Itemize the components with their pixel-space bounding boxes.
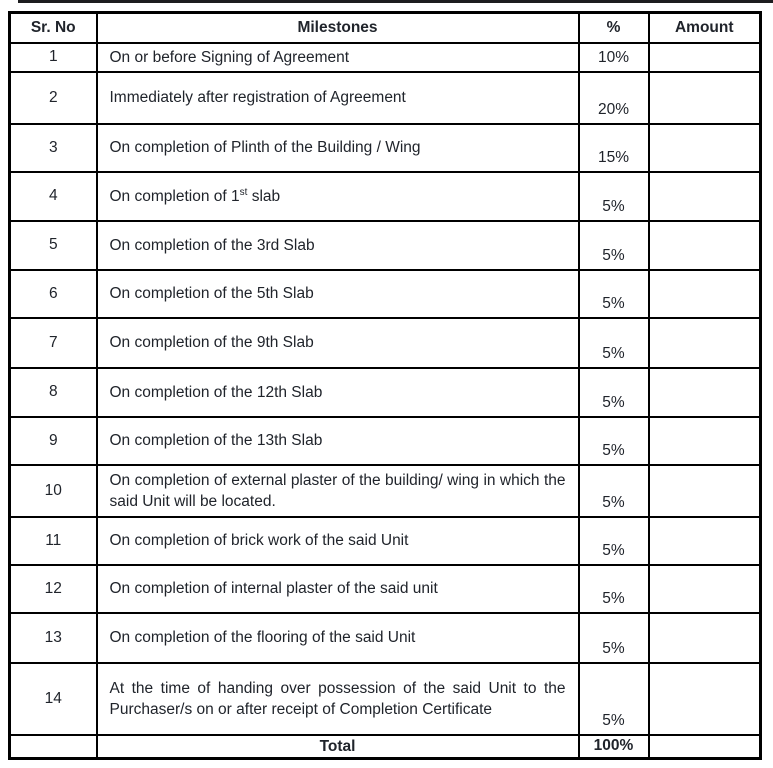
header-milestones: Milestones xyxy=(97,13,579,43)
total-row xyxy=(10,735,761,759)
table-row xyxy=(10,368,761,417)
sr-no-cell: 13 xyxy=(10,613,97,663)
table-row xyxy=(10,72,761,124)
sr-no-cell: 12 xyxy=(10,565,97,613)
sr-no-cell: 7 xyxy=(10,318,97,368)
table-row xyxy=(10,465,761,517)
table-row xyxy=(10,270,761,318)
total-label-cell: Total xyxy=(97,735,579,759)
table-footer xyxy=(10,735,761,759)
amount-cell xyxy=(649,124,761,172)
table-row xyxy=(10,124,761,172)
milestone-cell: On completion of Plinth of the Building / Wing xyxy=(97,124,579,172)
table-row xyxy=(10,517,761,565)
total-amount-cell xyxy=(649,735,761,759)
milestone-cell: On completion of the flooring of the said Unit xyxy=(97,613,579,663)
header-sr-no: Sr. No xyxy=(10,13,97,43)
table-row xyxy=(10,172,761,221)
table-row xyxy=(10,613,761,663)
percent-cell: 15% xyxy=(579,124,649,172)
amount-cell xyxy=(649,465,761,517)
table-row xyxy=(10,318,761,368)
sr-no-cell: 6 xyxy=(10,270,97,318)
percent-cell: 5% xyxy=(579,417,649,465)
total-sr-empty-cell xyxy=(10,735,97,759)
percent-cell: 5% xyxy=(579,517,649,565)
sr-no-cell: 14 xyxy=(10,663,97,735)
milestone-cell: On completion of internal plaster of the said unit xyxy=(97,565,579,613)
amount-cell xyxy=(649,517,761,565)
milestone-cell xyxy=(97,172,579,221)
milestone-cell: On completion of brick work of the said Unit xyxy=(97,517,579,565)
sr-no-cell: 5 xyxy=(10,221,97,270)
header-amount: Amount xyxy=(649,13,761,43)
payment-schedule-table xyxy=(8,11,762,760)
table-row xyxy=(10,663,761,735)
percent-cell: 5% xyxy=(579,172,649,221)
milestones-tbody xyxy=(10,43,761,735)
sr-no-cell: 1 xyxy=(10,43,97,72)
milestone-cell: On completion of the 5th Slab xyxy=(97,270,579,318)
table-header xyxy=(10,13,761,43)
percent-cell: 5% xyxy=(579,663,649,735)
table-row xyxy=(10,43,761,72)
percent-cell: 5% xyxy=(579,270,649,318)
milestone-cell: On or before Signing of Agreement xyxy=(97,43,579,72)
milestone-cell: On completion of external plaster of the building/ wing in which the said Unit will be located. xyxy=(97,465,579,517)
sr-no-cell: 8 xyxy=(10,368,97,417)
table-row xyxy=(10,417,761,465)
page-top-rule xyxy=(18,0,773,3)
sr-no-cell: 2 xyxy=(10,72,97,124)
percent-cell: 10% xyxy=(579,43,649,72)
amount-cell xyxy=(649,72,761,124)
percent-cell: 5% xyxy=(579,613,649,663)
milestone-cell: On completion of the 3rd Slab xyxy=(97,221,579,270)
ordinal-superscript: st xyxy=(239,186,248,198)
sr-no-cell: 4 xyxy=(10,172,97,221)
amount-cell xyxy=(649,663,761,735)
percent-cell: 5% xyxy=(579,565,649,613)
sr-no-cell: 3 xyxy=(10,124,97,172)
milestone-text: slab xyxy=(247,187,281,205)
amount-cell xyxy=(649,318,761,368)
amount-cell xyxy=(649,270,761,318)
percent-cell: 5% xyxy=(579,368,649,417)
table-row xyxy=(10,221,761,270)
milestone-cell: On completion of the 12th Slab xyxy=(97,368,579,417)
milestone-cell: At the time of handing over possession of the said Unit to the Purchaser/s on or after receipt of Completion Certificate xyxy=(97,663,579,735)
sr-no-cell: 9 xyxy=(10,417,97,465)
amount-cell xyxy=(649,172,761,221)
sr-no-cell: 10 xyxy=(10,465,97,517)
percent-cell: 5% xyxy=(579,221,649,270)
milestone-cell: On completion of the 9th Slab xyxy=(97,318,579,368)
milestone-cell: On completion of the 13th Slab xyxy=(97,417,579,465)
total-percent-cell: 100% xyxy=(579,735,649,759)
amount-cell xyxy=(649,565,761,613)
amount-cell xyxy=(649,613,761,663)
table-row xyxy=(10,565,761,613)
amount-cell xyxy=(649,368,761,417)
percent-cell: 20% xyxy=(579,72,649,124)
sr-no-cell: 11 xyxy=(10,517,97,565)
amount-cell xyxy=(649,417,761,465)
percent-cell: 5% xyxy=(579,465,649,517)
milestone-cell: Immediately after registration of Agreement xyxy=(97,72,579,124)
header-percent: % xyxy=(579,13,649,43)
amount-cell xyxy=(649,43,761,72)
amount-cell xyxy=(649,221,761,270)
percent-cell: 5% xyxy=(579,318,649,368)
milestone-text: On completion of 1 xyxy=(109,187,240,205)
header-row xyxy=(10,13,761,43)
